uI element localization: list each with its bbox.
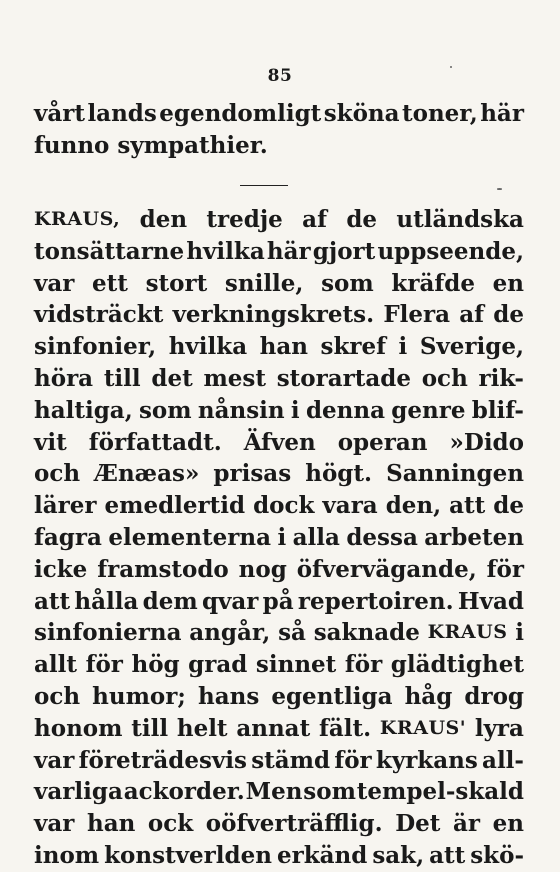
text-line: varliga ackorder. Men som tempel-skald [34, 778, 524, 806]
text-line: KRAUS, den tredje af de utländska [34, 206, 524, 233]
text-line: haltiga, som nånsin i denna genre blif- [34, 396, 524, 424]
text-line: icke framstodo nog öfvervägande, för [34, 555, 524, 583]
page-number: 85 [267, 66, 293, 86]
text-line: fagra elementerna i alla dessa arbeten [34, 523, 524, 551]
text-line: var han ock oöfverträfflig. Det är en [34, 810, 524, 838]
text-line: lärer emedlertid dock vara den, att de [34, 492, 524, 520]
text-line: funno sympathier. [34, 131, 268, 159]
text-line: inom konstverlden erkänd sak, att skö- [34, 841, 524, 869]
text-line: vidsträckt verkningskrets. Flera af de [34, 301, 524, 329]
section-divider [240, 185, 288, 186]
text-line: sinfonier, hvilka han skref i Sverige, [34, 333, 524, 361]
text-line: honom till helt annat fält. KRAUS' lyra [34, 714, 524, 742]
text-line: och Ænæas» prisas högt. Sanningen [34, 460, 524, 488]
paper-speck [497, 188, 502, 190]
text-line: och humor; hans egentliga håg drog [34, 682, 524, 710]
text-line: att hålla dem qvar på repertoiren. Hvad [34, 587, 524, 615]
text-line: vit författadt. Äfven operan »Dido [34, 428, 524, 456]
text-line: tonsättarne hvilka här gjort uppseende, [34, 237, 524, 265]
text-line: sinfonierna angår, så saknade KRAUS i [34, 619, 524, 647]
paper-speck [450, 66, 452, 68]
text-line: allt för hög grad sinnet för glädtighet [34, 651, 524, 679]
text-line: var ett stort snille, som kräfde en [34, 269, 524, 297]
text-line: höra till det mest storartade och rik- [34, 364, 524, 392]
continuation-paragraph [34, 98, 524, 162]
kraus-paragraph [34, 204, 524, 872]
text-line: var företrädesvis stämd för kyrkans all- [34, 746, 524, 774]
text-line: vårt lands egendomligt sköna toner, här [34, 100, 524, 127]
